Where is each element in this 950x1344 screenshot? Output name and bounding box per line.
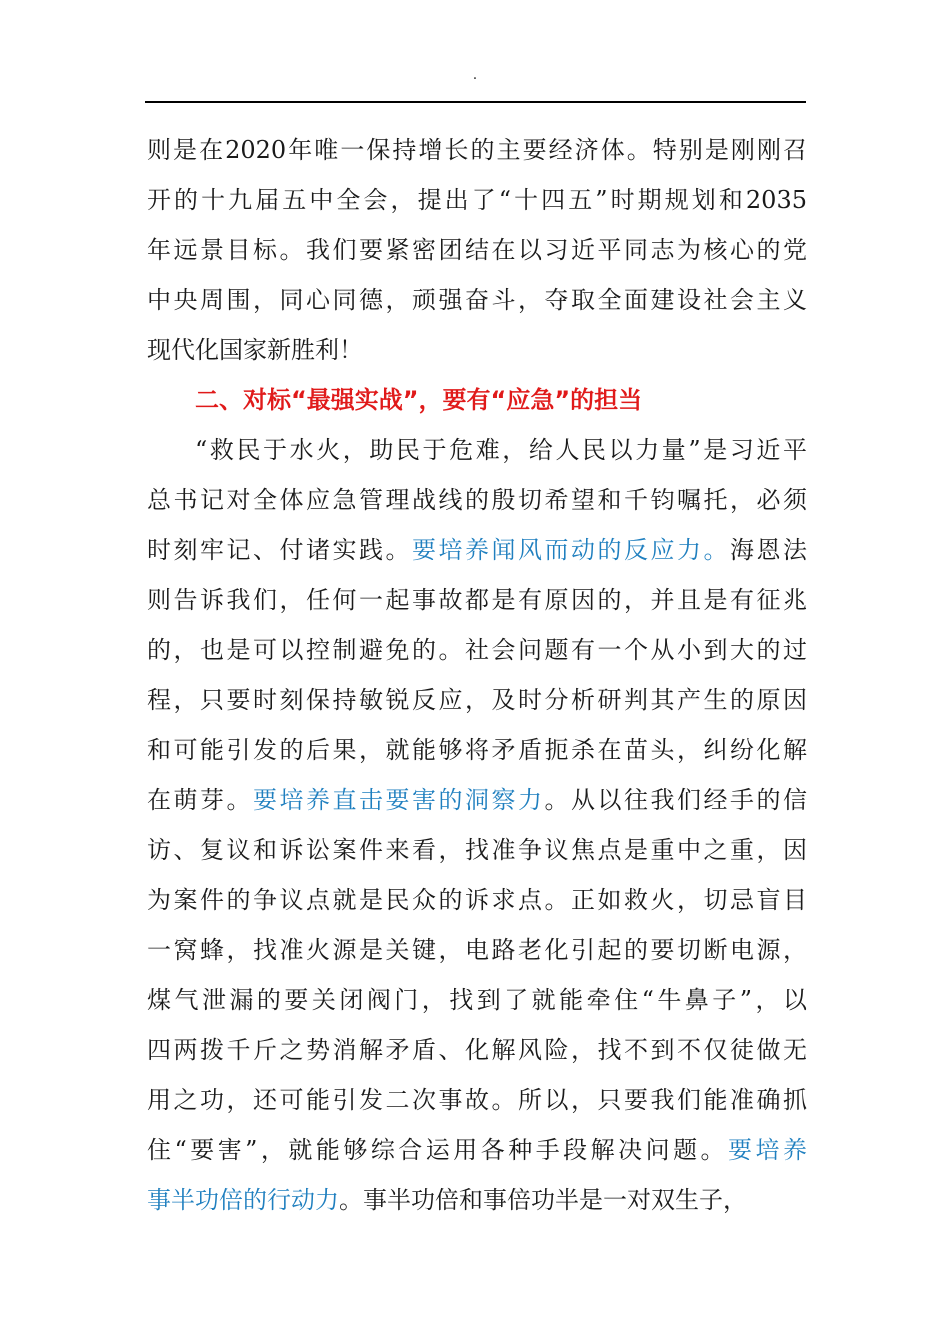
paragraph-line: 的，也是可以控制避免的。社会问题有一个从小到大的过 [147, 636, 807, 664]
body-text [147, 125, 807, 1225]
paragraph-line: 则是在2020年唯一保持增长的主要经济体。特别是刚刚召 [147, 136, 807, 164]
paragraph-line: 为案件的争议点就是民众的诉求点。正如救火，切忌盲目 [147, 886, 807, 914]
text-segment: 。从以往我们经手的信 [544, 786, 807, 814]
paragraph-line: “救民于水火，助民于危难，给人民以力量”是习近平 [195, 436, 807, 464]
paragraph-line [147, 1125, 807, 1175]
paragraph-line: 煤气泄漏的要关闭阀门，找到了就能牵住“牛鼻子”，以 [147, 986, 807, 1014]
paragraph-line: 四两拨千斤之势消解矛盾、化解风险，找不到不仅徒做无 [147, 1036, 807, 1064]
text-segment: 。事半功倍和事倍功半是一对双生子， [339, 1186, 747, 1214]
paragraph-line: 年远景目标。我们要紧密团结在以习近平同志为核心的党 [147, 236, 807, 264]
highlight-segment: 要培养闻风而动的反应力。 [412, 536, 730, 564]
header-rule [145, 101, 806, 103]
highlight-segment: 要培养直击要害的洞察力 [253, 786, 545, 814]
paragraph-line [147, 775, 807, 825]
header-mark: . [472, 67, 478, 83]
paragraph-line: 一窝蜂，找准火源是关键，电路老化引起的要切断电源， [147, 936, 807, 964]
paragraph-line: 中央周围，同心同德，顽强奋斗，夺取全面建设社会主义 [147, 286, 807, 314]
text-segment: 时刻牢记、付诸实践。 [147, 536, 412, 564]
paragraph-line: 用之功，还可能引发二次事故。所以，只要我们能准确抓 [147, 1086, 807, 1114]
paragraph-line: 和可能引发的后果，就能够将矛盾扼杀在苗头，纠纷化解 [147, 736, 807, 764]
paragraph-line: 开的十九届五中全会，提出了“十四五”时期规划和2035 [147, 186, 807, 214]
section-heading: 二、对标“最强实战”，要有“应急”的担当 [195, 386, 643, 414]
paragraph-line: 总书记对全体应急管理战线的殷切希望和千钧嘱托，必须 [147, 486, 807, 514]
text-segment: 在萌芽。 [147, 786, 253, 814]
text-segment: 海恩法 [730, 536, 807, 564]
paragraph-line: 则告诉我们，任何一起事故都是有原因的，并且是有征兆 [147, 586, 807, 614]
highlight-segment: 要培养 [728, 1136, 808, 1164]
paragraph-line [147, 1175, 807, 1225]
paragraph-line: 现代化国家新胜利！ [147, 336, 363, 364]
highlight-segment: 事半功倍的行动力 [147, 1186, 339, 1214]
text-segment: 住“要害”，就能够综合运用各种手段解决问题。 [147, 1136, 729, 1164]
paragraph-line: 访、复议和诉讼案件来看，找准争议焦点是重中之重，因 [147, 836, 807, 864]
paragraph-line [147, 525, 807, 575]
paragraph-line: 程，只要时刻保持敏锐反应，及时分析研判其产生的原因 [147, 686, 807, 714]
